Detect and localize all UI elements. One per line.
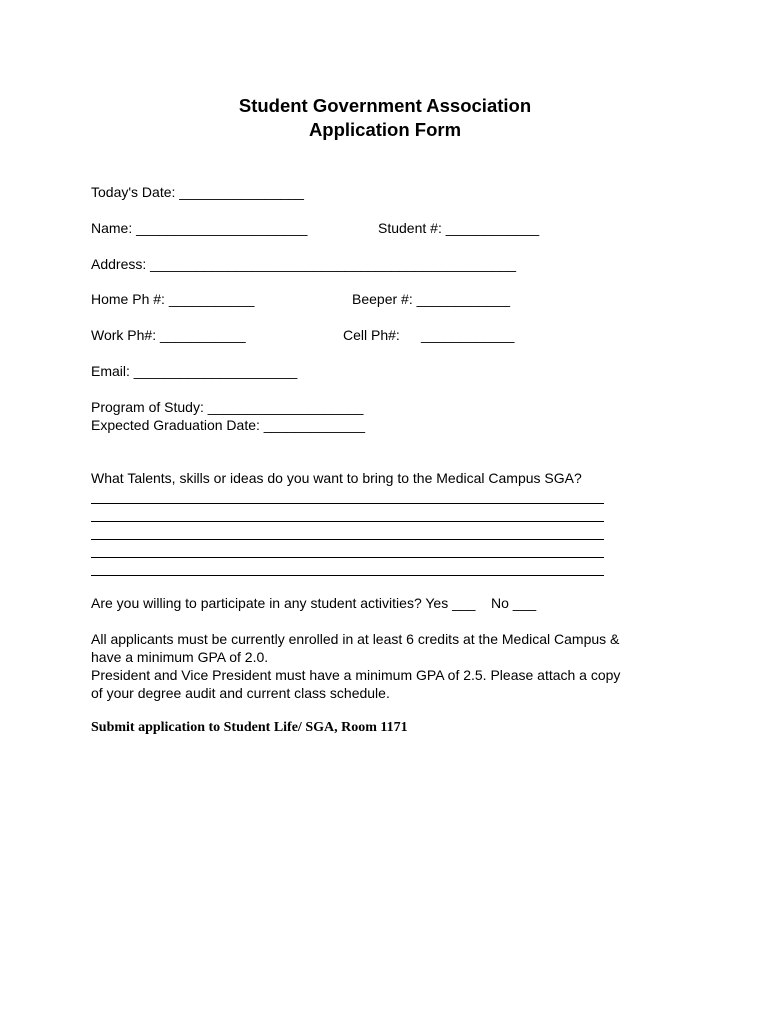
answer-line[interactable] <box>91 503 604 504</box>
work-phone-field[interactable]: Work Ph#: ___________ <box>91 327 246 343</box>
requirements-text-line: have a minimum GPA of 2.0. <box>91 649 269 665</box>
beeper-field[interactable]: Beeper #: ____________ <box>352 291 511 307</box>
activities-question[interactable]: Are you willing to participate in any student activities? Yes ___ No ___ <box>91 595 537 611</box>
program-of-study-field[interactable]: Program of Study: ____________________ <box>91 399 364 415</box>
answer-line[interactable] <box>91 575 604 576</box>
name-field[interactable]: Name: ______________________ <box>91 220 308 236</box>
graduation-date-field[interactable]: Expected Graduation Date: _____________ <box>91 417 365 433</box>
talents-question: What Talents, skills or ideas do you want to bring to the Medical Campus SGA? <box>91 470 582 486</box>
answer-line[interactable] <box>91 557 604 558</box>
email-field[interactable]: Email: _____________________ <box>91 363 298 379</box>
cell-phone-label: Cell Ph#: <box>343 327 400 343</box>
submission-instructions: Submit application to Student Life/ SGA, Room 1171 <box>91 720 408 735</box>
form-title: Student Government Association <box>238 95 532 116</box>
cell-phone-field[interactable]: ____________ <box>421 327 515 343</box>
answer-line[interactable] <box>91 539 604 540</box>
requirements-text-line: President and Vice President must have a minimum GPA of 2.5. Please attach a copy <box>91 667 621 683</box>
todays-date-field[interactable]: Today's Date: ________________ <box>91 184 304 200</box>
student-number-field[interactable]: Student #: ____________ <box>378 220 540 236</box>
requirements-text-line: of your degree audit and current class schedule. <box>91 685 390 701</box>
address-field[interactable]: Address: _______________________________________________ <box>91 256 517 272</box>
form-subtitle: Application Form <box>308 119 462 140</box>
home-phone-field[interactable]: Home Ph #: ___________ <box>91 291 255 307</box>
requirements-text-line: All applicants must be currently enrolled in at least 6 credits at the Medical Campus & <box>91 631 620 647</box>
answer-line[interactable] <box>91 521 604 522</box>
